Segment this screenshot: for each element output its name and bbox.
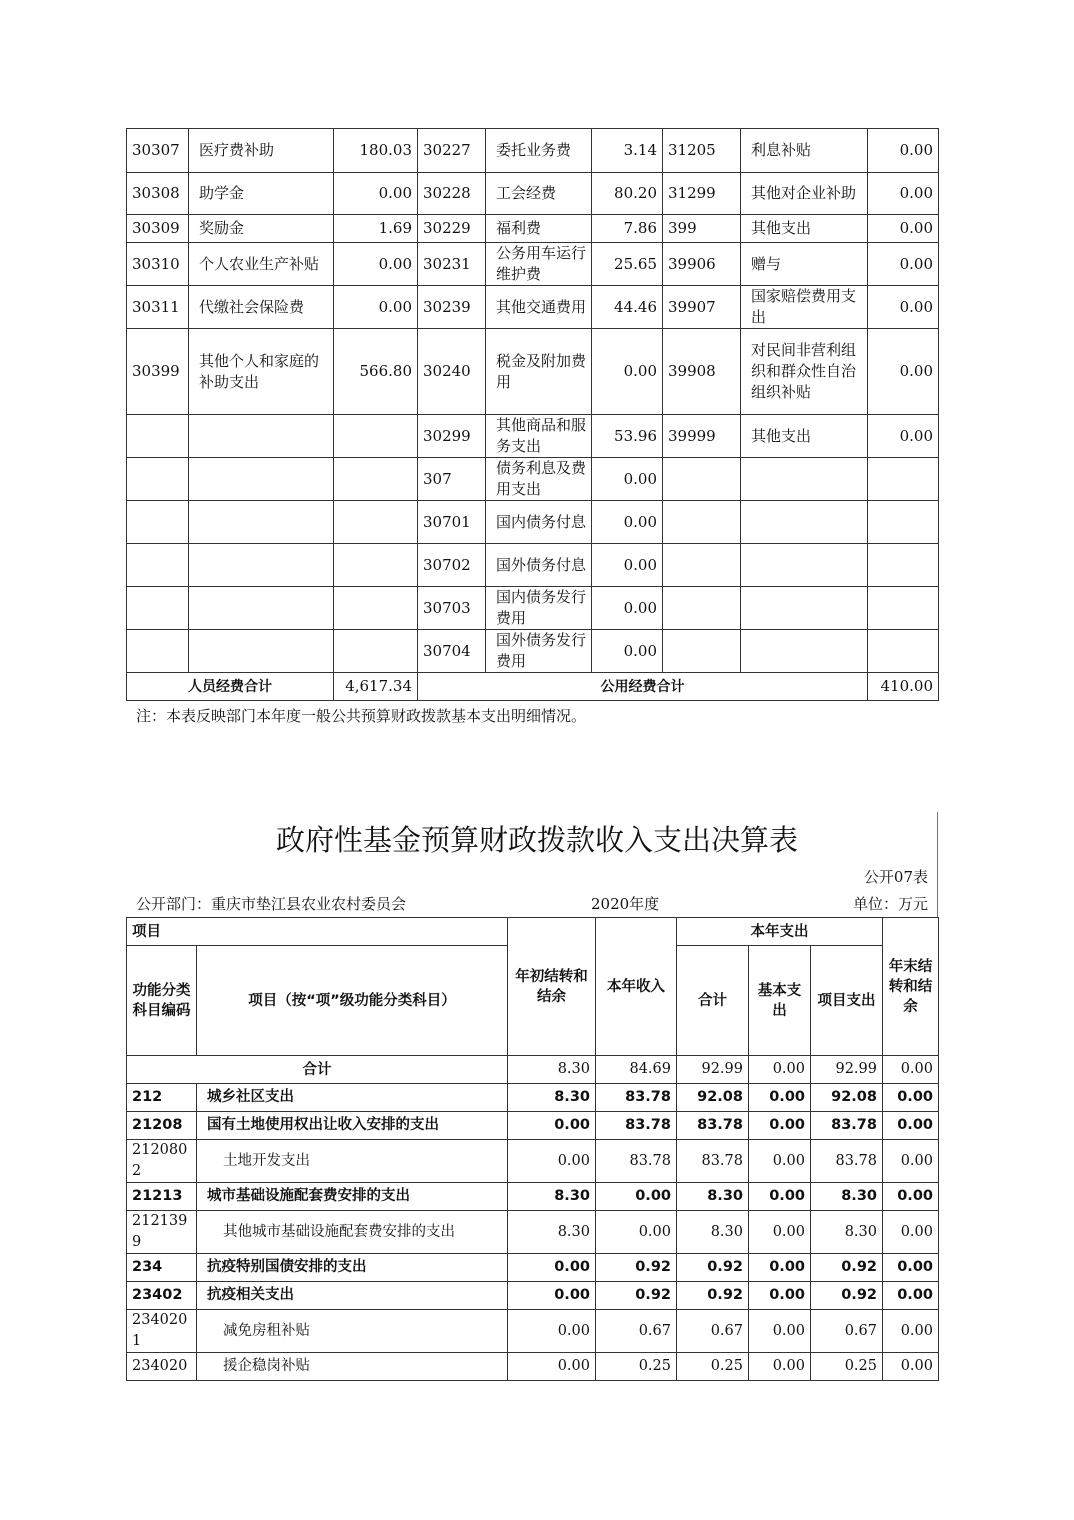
personnel-code: 30311: [127, 286, 189, 329]
other-code: 39907: [663, 286, 741, 329]
amount-income: 0.67: [596, 1310, 677, 1353]
goods-service-amount: 44.46: [592, 286, 663, 329]
amount-begin: 0.00: [508, 1282, 596, 1310]
unit-label: 单位：万元: [852, 895, 928, 913]
personnel-item-name: 代缴社会保险费: [189, 286, 334, 329]
totals-row: [127, 673, 939, 701]
table-number: 公开07表: [863, 868, 928, 886]
function-item-name: 减免房租补贴: [197, 1310, 508, 1353]
header-row-1: [127, 918, 939, 946]
other-amount: 0.00: [868, 129, 939, 173]
amount-income: 83.78: [596, 1140, 677, 1183]
goods-service-item-name: 国外债务发行费用: [486, 630, 592, 673]
personnel-item-name: 医疗费补助: [189, 129, 334, 173]
amount-end: 0.00: [883, 1254, 939, 1282]
function-code: 23402: [127, 1282, 197, 1310]
table-row: [127, 1183, 939, 1211]
other-code: 31205: [663, 129, 741, 173]
basic-expense-detail-table: [126, 128, 939, 701]
amount-end: 0.00: [883, 1112, 939, 1140]
goods-service-item-name: 债务利息及费用支出: [486, 458, 592, 501]
amount-end: 0.00: [883, 1084, 939, 1112]
goods-service-amount: 0.00: [592, 501, 663, 544]
other-item-name: 其他支出: [741, 415, 868, 458]
other-amount: 0.00: [868, 173, 939, 215]
other-item-name: [741, 630, 868, 673]
header-item-name: 项目（按“项”级功能分类科目）: [197, 946, 508, 1056]
personnel-code: [127, 501, 189, 544]
amount-total: 0.67: [677, 1310, 749, 1353]
function-code: 234: [127, 1254, 197, 1282]
function-code: 212: [127, 1084, 197, 1112]
function-item-name: 抗疫特别国债安排的支出: [197, 1254, 508, 1282]
personnel-amount: [334, 587, 418, 630]
goods-service-code: 30227: [418, 129, 486, 173]
amount-proj: 0.25: [811, 1353, 883, 1381]
personnel-item-name: [189, 587, 334, 630]
personnel-amount: [334, 544, 418, 587]
fund-table-title: 政府性基金预算财政拨款收入支出决算表: [275, 823, 798, 857]
personnel-amount: 566.80: [334, 329, 418, 415]
goods-service-item-name: 福利费: [486, 215, 592, 243]
goods-service-amount: 0.00: [592, 544, 663, 587]
function-item-name: 其他城市基础设施配套费安排的支出: [197, 1211, 508, 1254]
amount-basic: 0.00: [749, 1084, 811, 1112]
function-code: 21208: [127, 1112, 197, 1140]
goods-service-code: 30702: [418, 544, 486, 587]
personnel-item-name: 奖励金: [189, 215, 334, 243]
other-item-name: 赠与: [741, 243, 868, 286]
header-expense-total: 合计: [677, 946, 749, 1056]
goods-service-amount: 3.14: [592, 129, 663, 173]
other-amount: [868, 630, 939, 673]
table-row: [127, 1084, 939, 1112]
goods-service-amount: 0.00: [592, 587, 663, 630]
goods-service-code: 30240: [418, 329, 486, 415]
personnel-item-name: [189, 458, 334, 501]
function-item-name: 抗疫相关支出: [197, 1282, 508, 1310]
personnel-amount: [334, 415, 418, 458]
table-row: [127, 415, 939, 458]
basic-expense-rows: [127, 129, 939, 673]
personnel-code: [127, 630, 189, 673]
goods-service-code: 307: [418, 458, 486, 501]
amount-income: 0.00: [596, 1183, 677, 1211]
amount-total: 83.78: [677, 1112, 749, 1140]
personnel-item-name: [189, 630, 334, 673]
header-project: 项目: [127, 918, 508, 946]
goods-service-amount: 0.00: [592, 329, 663, 415]
goods-service-item-name: 国内债务付息: [486, 501, 592, 544]
amount-begin: 8.30: [508, 1084, 596, 1112]
amount-basic: 0.00: [749, 1183, 811, 1211]
other-item-name: 其他支出: [741, 215, 868, 243]
sum-begin: 8.30: [508, 1056, 596, 1084]
personnel-code: 30399: [127, 329, 189, 415]
other-code: [663, 587, 741, 630]
function-item-name: 国有土地使用权出让收入安排的支出: [197, 1112, 508, 1140]
sum-income: 84.69: [596, 1056, 677, 1084]
other-item-name: [741, 587, 868, 630]
amount-income: 0.92: [596, 1282, 677, 1310]
year-label: 2020年度: [591, 895, 660, 913]
table-row: [127, 1310, 939, 1353]
other-code: 39999: [663, 415, 741, 458]
function-code: 234020: [127, 1353, 197, 1381]
personnel-total-value: 4,617.34: [334, 673, 418, 701]
amount-begin: 8.30: [508, 1183, 596, 1211]
amount-income: 0.00: [596, 1211, 677, 1254]
public-total-value: 410.00: [868, 673, 939, 701]
header-end-balance: 年末结转和结余: [883, 918, 939, 1056]
amount-basic: 0.00: [749, 1353, 811, 1381]
other-code: [663, 458, 741, 501]
amount-proj: 0.92: [811, 1254, 883, 1282]
other-amount: 0.00: [868, 215, 939, 243]
other-amount: [868, 458, 939, 501]
personnel-item-name: 助学金: [189, 173, 334, 215]
amount-begin: 0.00: [508, 1353, 596, 1381]
personnel-item-name: [189, 415, 334, 458]
amount-begin: 0.00: [508, 1140, 596, 1183]
goods-service-amount: 7.86: [592, 215, 663, 243]
goods-service-item-name: 国外债务付息: [486, 544, 592, 587]
amount-end: 0.00: [883, 1140, 939, 1183]
other-code: 39908: [663, 329, 741, 415]
goods-service-code: 30703: [418, 587, 486, 630]
sum-end: 0.00: [883, 1056, 939, 1084]
goods-service-item-name: 其他交通费用: [486, 286, 592, 329]
amount-income: 0.92: [596, 1254, 677, 1282]
personnel-item-name: 个人农业生产补贴: [189, 243, 334, 286]
goods-service-item-name: 其他商品和服务支出: [486, 415, 592, 458]
amount-total: 8.30: [677, 1211, 749, 1254]
amount-basic: 0.00: [749, 1310, 811, 1353]
personnel-code: [127, 587, 189, 630]
amount-begin: 0.00: [508, 1254, 596, 1282]
other-amount: 0.00: [868, 286, 939, 329]
other-amount: [868, 544, 939, 587]
other-item-name: 国家赔偿费用支出: [741, 286, 868, 329]
table-row: [127, 329, 939, 415]
other-amount: 0.00: [868, 415, 939, 458]
table-row: [127, 587, 939, 630]
table-row: [127, 458, 939, 501]
function-code: 2120802: [127, 1140, 197, 1183]
other-code: [663, 544, 741, 587]
amount-proj: 8.30: [811, 1183, 883, 1211]
personnel-code: [127, 415, 189, 458]
other-amount: 0.00: [868, 243, 939, 286]
amount-proj: 8.30: [811, 1211, 883, 1254]
amount-basic: 0.00: [749, 1282, 811, 1310]
function-item-name: 援企稳岗补贴: [197, 1353, 508, 1381]
other-code: [663, 630, 741, 673]
table-row: [127, 173, 939, 215]
table-row: [127, 1140, 939, 1183]
sum-row: [127, 1056, 939, 1084]
amount-end: 0.00: [883, 1211, 939, 1254]
function-code: 21213: [127, 1183, 197, 1211]
goods-service-amount: 53.96: [592, 415, 663, 458]
function-item-name: 城市基础设施配套费安排的支出: [197, 1183, 508, 1211]
goods-service-code: 30701: [418, 501, 486, 544]
amount-total: 0.25: [677, 1353, 749, 1381]
sum-basic: 0.00: [749, 1056, 811, 1084]
table-note: 注：本表反映部门本年度一般公共预算财政拨款基本支出明细情况。: [136, 707, 587, 725]
personnel-amount: [334, 630, 418, 673]
amount-basic: 0.00: [749, 1211, 811, 1254]
amount-total: 0.92: [677, 1254, 749, 1282]
goods-service-code: 30704: [418, 630, 486, 673]
table-row: [127, 1282, 939, 1310]
goods-service-amount: 0.00: [592, 630, 663, 673]
personnel-amount: [334, 501, 418, 544]
amount-income: 83.78: [596, 1112, 677, 1140]
goods-service-code: 30299: [418, 415, 486, 458]
other-item-name: 对民间非营利组织和群众性自治组织补贴: [741, 329, 868, 415]
header-annual-expense: 本年支出: [677, 918, 883, 946]
fund-rows: [127, 1084, 939, 1381]
goods-service-item-name: 工会经费: [486, 173, 592, 215]
personnel-code: [127, 458, 189, 501]
amount-basic: 0.00: [749, 1254, 811, 1282]
amount-end: 0.00: [883, 1310, 939, 1353]
personnel-amount: 0.00: [334, 286, 418, 329]
amount-total: 8.30: [677, 1183, 749, 1211]
other-code: [663, 501, 741, 544]
table-row: [127, 243, 939, 286]
other-amount: [868, 501, 939, 544]
other-amount: 0.00: [868, 329, 939, 415]
amount-total: 0.92: [677, 1282, 749, 1310]
other-code: 39906: [663, 243, 741, 286]
personnel-amount: 1.69: [334, 215, 418, 243]
table-row: [127, 630, 939, 673]
goods-service-item-name: 税金及附加费用: [486, 329, 592, 415]
header-project-expense: 项目支出: [811, 946, 883, 1056]
header-annual-income: 本年收入: [596, 918, 677, 1056]
department-label: 公开部门：重庆市垫江县农业农村委员会: [136, 895, 407, 913]
amount-proj: 83.78: [811, 1112, 883, 1140]
personnel-code: 30308: [127, 173, 189, 215]
personnel-item-name: [189, 544, 334, 587]
amount-total: 92.08: [677, 1084, 749, 1112]
personnel-amount: [334, 458, 418, 501]
amount-end: 0.00: [883, 1282, 939, 1310]
other-item-name: [741, 458, 868, 501]
personnel-amount: 0.00: [334, 243, 418, 286]
amount-basic: 0.00: [749, 1140, 811, 1183]
other-amount: [868, 587, 939, 630]
personnel-code: 30309: [127, 215, 189, 243]
function-code: 2340201: [127, 1310, 197, 1353]
personnel-code: [127, 544, 189, 587]
function-item-name: 城乡社区支出: [197, 1084, 508, 1112]
header-basic-expense: 基本支出: [749, 946, 811, 1056]
other-item-name: [741, 501, 868, 544]
amount-total: 83.78: [677, 1140, 749, 1183]
table-row: [127, 215, 939, 243]
personnel-item-name: [189, 501, 334, 544]
table-row: [127, 1353, 939, 1381]
goods-service-amount: 25.65: [592, 243, 663, 286]
personnel-code: 30310: [127, 243, 189, 286]
personnel-amount: 0.00: [334, 173, 418, 215]
function-item-name: 土地开发支出: [197, 1140, 508, 1183]
goods-service-amount: 80.20: [592, 173, 663, 215]
table-row: [127, 544, 939, 587]
government-fund-table: [126, 917, 939, 1381]
goods-service-code: 30228: [418, 173, 486, 215]
amount-proj: 0.67: [811, 1310, 883, 1353]
personnel-code: 30307: [127, 129, 189, 173]
public-total-label: 公用经费合计: [418, 673, 868, 701]
goods-service-amount: 0.00: [592, 458, 663, 501]
other-item-name: 利息补贴: [741, 129, 868, 173]
goods-service-item-name: 委托业务费: [486, 129, 592, 173]
table-row: [127, 1211, 939, 1254]
sum-label: 合计: [127, 1056, 508, 1084]
amount-proj: 0.92: [811, 1282, 883, 1310]
goods-service-item-name: 国内债务发行费用: [486, 587, 592, 630]
function-code: 2121399: [127, 1211, 197, 1254]
other-item-name: 其他对企业补助: [741, 173, 868, 215]
header-begin-balance: 年初结转和结余: [508, 918, 596, 1056]
personnel-total-label: 人员经费合计: [127, 673, 334, 701]
personnel-amount: 180.03: [334, 129, 418, 173]
amount-end: 0.00: [883, 1353, 939, 1381]
amount-proj: 83.78: [811, 1140, 883, 1183]
goods-service-code: 30229: [418, 215, 486, 243]
other-item-name: [741, 544, 868, 587]
amount-income: 83.78: [596, 1084, 677, 1112]
table-row: [127, 129, 939, 173]
other-code: 399: [663, 215, 741, 243]
sum-total: 92.99: [677, 1056, 749, 1084]
goods-service-code: 30231: [418, 243, 486, 286]
table-row: [127, 286, 939, 329]
amount-basic: 0.00: [749, 1112, 811, 1140]
table-row: [127, 501, 939, 544]
amount-proj: 92.08: [811, 1084, 883, 1112]
goods-service-code: 30239: [418, 286, 486, 329]
header-code: 功能分类科目编码: [127, 946, 197, 1056]
amount-income: 0.25: [596, 1353, 677, 1381]
amount-begin: 0.00: [508, 1112, 596, 1140]
sum-project: 92.99: [811, 1056, 883, 1084]
personnel-item-name: 其他个人和家庭的补助支出: [189, 329, 334, 415]
other-code: 31299: [663, 173, 741, 215]
amount-begin: 8.30: [508, 1211, 596, 1254]
table-row: [127, 1112, 939, 1140]
table-row: [127, 1254, 939, 1282]
amount-begin: 0.00: [508, 1310, 596, 1353]
amount-end: 0.00: [883, 1183, 939, 1211]
goods-service-item-name: 公务用车运行维护费: [486, 243, 592, 286]
